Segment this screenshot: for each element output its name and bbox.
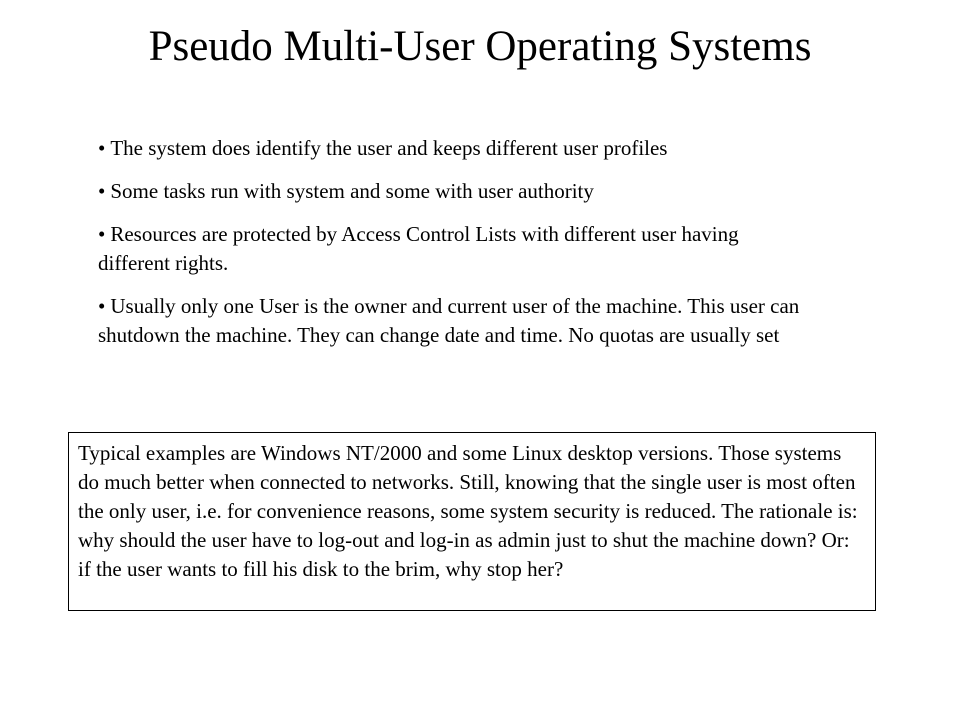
bullet-icon: • [98,222,106,246]
bullet-text: The system does identify the user and keeps different user profiles [110,136,668,160]
bullet-icon: • [98,294,106,318]
bullet-text: Resources are protected by Access Control Lists with different user having different rights. [98,222,739,275]
bullet-text: Some tasks run with system and some with user authority [110,179,594,203]
slide-title: Pseudo Multi-User Operating Systems [148,23,812,70]
note-box [68,432,876,611]
note-text: Typical examples are Windows NT/2000 and some Linux desktop versions. Those systems do much better when connected to networks. Still, knowing that the single user is most often the only user, i.e. for convenience reasons, some system security is reduced. The rationale is: why should the user have to log-out and log-in as admin just to shut the machine down? Or: if the user wants to fill his disk to the brim, why stop her? [78,441,858,581]
bullet-item [98,134,838,163]
bullet-item [98,220,768,278]
bullet-item [98,292,823,350]
bullet-list [98,134,838,364]
bullet-icon: • [98,136,106,160]
bullet-icon: • [98,179,106,203]
bullet-text: Usually only one User is the owner and current user of the machine. This user can shutdown the machine. They can change date and time. No quotas are usually set [98,294,800,347]
bullet-item [98,177,838,206]
